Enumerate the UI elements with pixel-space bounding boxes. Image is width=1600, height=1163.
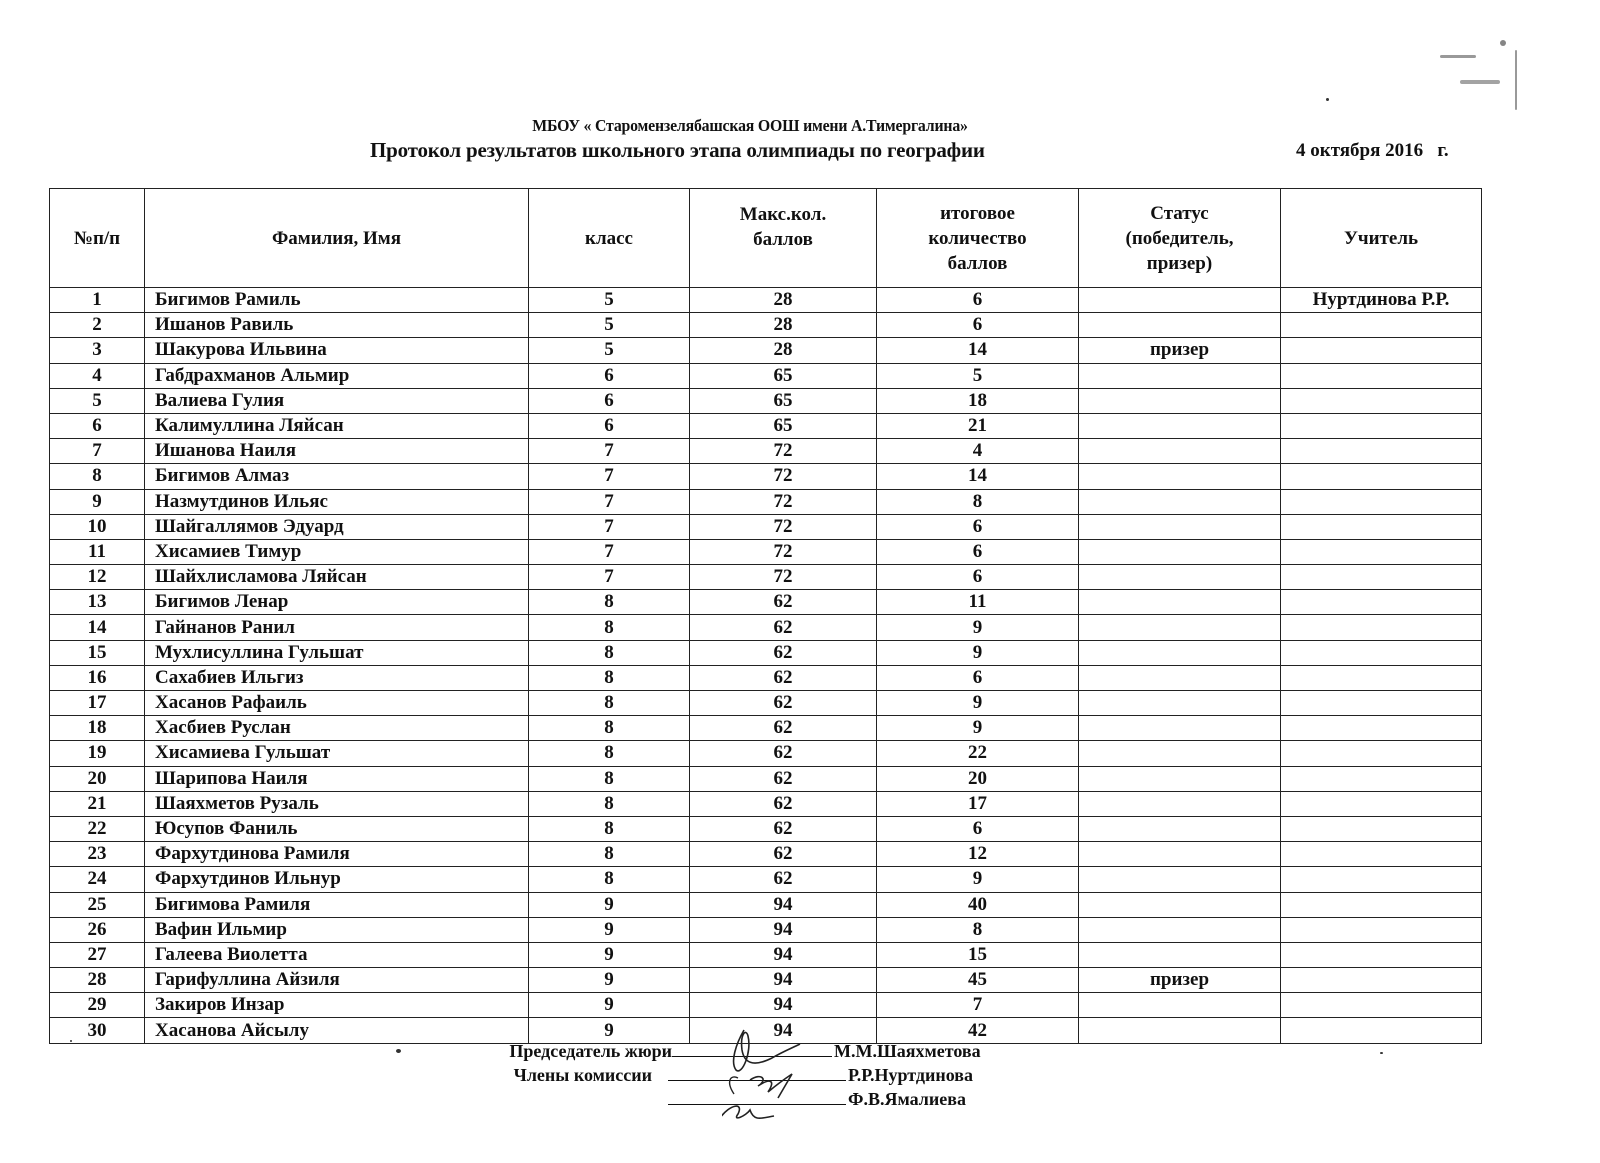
student-name-cell: Хасанова Айсылу	[145, 1018, 529, 1043]
row-number-cell: 28	[50, 968, 145, 993]
grade-cell: 5	[529, 313, 690, 338]
total-score-cell: 6	[877, 565, 1079, 590]
grade-cell: 6	[529, 413, 690, 438]
grade-cell: 5	[529, 288, 690, 313]
teacher-cell	[1281, 539, 1482, 564]
row-number-cell: 23	[50, 842, 145, 867]
total-score-cell: 4	[877, 439, 1079, 464]
status-cell	[1079, 892, 1281, 917]
table-row	[50, 993, 1482, 1018]
scan-artifact	[1515, 50, 1517, 110]
table-row	[50, 892, 1482, 917]
teacher-cell	[1281, 741, 1482, 766]
student-name-cell: Шайхлисламова Ляйсан	[145, 565, 529, 590]
student-name-cell: Хисамиева Гульшат	[145, 741, 529, 766]
grade-cell: 9	[529, 917, 690, 942]
row-number-cell: 14	[50, 615, 145, 640]
row-number-cell: 26	[50, 917, 145, 942]
table-row	[50, 716, 1482, 741]
max-score-cell: 28	[690, 338, 877, 363]
table-row	[50, 413, 1482, 438]
teacher-cell	[1281, 842, 1482, 867]
max-score-cell: 72	[690, 464, 877, 489]
max-score-cell: 62	[690, 665, 877, 690]
teacher-cell	[1281, 388, 1482, 413]
status-cell: призер	[1079, 968, 1281, 993]
teacher-cell	[1281, 716, 1482, 741]
grade-cell: 6	[529, 363, 690, 388]
status-cell	[1079, 1018, 1281, 1043]
total-score-cell: 12	[877, 842, 1079, 867]
max-score-cell: 72	[690, 565, 877, 590]
max-score-cell: 94	[690, 917, 877, 942]
grade-cell: 8	[529, 665, 690, 690]
row-number-cell: 1	[50, 288, 145, 313]
max-score-cell: 94	[690, 968, 877, 993]
max-score-cell: 94	[690, 942, 877, 967]
teacher-cell	[1281, 1018, 1482, 1043]
row-number-cell: 11	[50, 539, 145, 564]
teacher-cell	[1281, 791, 1482, 816]
status-cell	[1079, 565, 1281, 590]
max-score-cell: 65	[690, 363, 877, 388]
teacher-cell	[1281, 867, 1482, 892]
signature-row-chair	[476, 1040, 981, 1064]
student-name-cell: Шарипова Наиля	[145, 766, 529, 791]
student-name-cell: Закиров Инзар	[145, 993, 529, 1018]
row-number-cell: 21	[50, 791, 145, 816]
status-cell	[1079, 313, 1281, 338]
teacher-cell	[1281, 514, 1482, 539]
scan-artifact	[1326, 98, 1329, 101]
student-name-cell: Фархутдинова Рамиля	[145, 842, 529, 867]
signature-line	[668, 1088, 846, 1105]
student-name-cell: Шакурова Ильвина	[145, 338, 529, 363]
signature-row-member-1	[476, 1064, 981, 1088]
status-cell	[1079, 413, 1281, 438]
table-row	[50, 489, 1482, 514]
column-header-number: №п/п	[50, 189, 145, 288]
max-score-cell: 28	[690, 313, 877, 338]
student-name-cell: Хасанов Рафаиль	[145, 691, 529, 716]
total-score-cell: 9	[877, 615, 1079, 640]
max-score-cell: 62	[690, 640, 877, 665]
max-score-cell: 72	[690, 489, 877, 514]
grade-cell: 8	[529, 691, 690, 716]
signatory-name: М.М.Шаяхметова	[834, 1041, 981, 1061]
status-cell	[1079, 917, 1281, 942]
total-score-cell: 11	[877, 590, 1079, 615]
table-row	[50, 640, 1482, 665]
status-cell	[1079, 741, 1281, 766]
grade-cell: 8	[529, 842, 690, 867]
max-score-cell: 62	[690, 615, 877, 640]
table-row	[50, 590, 1482, 615]
total-score-cell: 21	[877, 413, 1079, 438]
row-number-cell: 20	[50, 766, 145, 791]
status-cell	[1079, 665, 1281, 690]
row-number-cell: 24	[50, 867, 145, 892]
max-score-cell: 72	[690, 439, 877, 464]
status-cell	[1079, 691, 1281, 716]
total-score-cell: 8	[877, 489, 1079, 514]
row-number-cell: 30	[50, 1018, 145, 1043]
status-cell: призер	[1079, 338, 1281, 363]
grade-cell: 7	[529, 464, 690, 489]
status-cell	[1079, 716, 1281, 741]
row-number-cell: 10	[50, 514, 145, 539]
total-score-cell: 8	[877, 917, 1079, 942]
total-score-cell: 6	[877, 816, 1079, 841]
signature-line	[672, 1040, 832, 1057]
grade-cell: 9	[529, 993, 690, 1018]
table-row	[50, 691, 1482, 716]
status-cell	[1079, 464, 1281, 489]
row-number-cell: 7	[50, 439, 145, 464]
grade-cell: 8	[529, 590, 690, 615]
max-score-cell: 62	[690, 816, 877, 841]
student-name-cell: Валиева Гулия	[145, 388, 529, 413]
student-name-cell: Ишанова Наиля	[145, 439, 529, 464]
status-cell	[1079, 867, 1281, 892]
signature-line	[668, 1064, 846, 1081]
teacher-cell	[1281, 816, 1482, 841]
grade-cell: 9	[529, 968, 690, 993]
organization-name: МБОУ « Старомензелябашская ООШ имени А.Тимергалина»	[532, 116, 968, 135]
teacher-cell	[1281, 968, 1482, 993]
teacher-cell	[1281, 565, 1482, 590]
table-row	[50, 514, 1482, 539]
student-name-cell: Хисамиев Тимур	[145, 539, 529, 564]
total-score-cell: 18	[877, 388, 1079, 413]
total-score-cell: 14	[877, 464, 1079, 489]
status-cell	[1079, 816, 1281, 841]
status-cell	[1079, 640, 1281, 665]
student-name-cell: Галеева Виолетта	[145, 942, 529, 967]
max-score-cell: 62	[690, 842, 877, 867]
total-score-cell: 20	[877, 766, 1079, 791]
total-score-cell: 45	[877, 968, 1079, 993]
student-name-cell: Ишанов Равиль	[145, 313, 529, 338]
table-row	[50, 917, 1482, 942]
scan-artifact	[1380, 1052, 1383, 1054]
total-score-cell: 42	[877, 1018, 1079, 1043]
total-score-cell: 6	[877, 514, 1079, 539]
teacher-cell	[1281, 464, 1482, 489]
teacher-cell	[1281, 917, 1482, 942]
row-number-cell: 19	[50, 741, 145, 766]
teacher-cell	[1281, 413, 1482, 438]
table-row	[50, 791, 1482, 816]
table-row	[50, 665, 1482, 690]
scan-artifact	[1500, 40, 1506, 46]
table-row	[50, 565, 1482, 590]
signatory-name: Ф.В.Ямалиева	[848, 1089, 966, 1109]
max-score-cell: 62	[690, 716, 877, 741]
max-score-cell: 72	[690, 514, 877, 539]
student-name-cell: Габдрахманов Альмир	[145, 363, 529, 388]
teacher-cell	[1281, 338, 1482, 363]
total-score-cell: 6	[877, 313, 1079, 338]
status-cell	[1079, 514, 1281, 539]
teacher-cell	[1281, 640, 1482, 665]
document-date: 4 октября 2016 г.	[1296, 140, 1449, 161]
status-cell	[1079, 766, 1281, 791]
max-score-cell: 28	[690, 288, 877, 313]
row-number-cell: 27	[50, 942, 145, 967]
table-row	[50, 388, 1482, 413]
table-row	[50, 968, 1482, 993]
column-header-teacher: Учитель	[1281, 189, 1482, 288]
row-number-cell: 9	[50, 489, 145, 514]
status-cell	[1079, 388, 1281, 413]
row-number-cell: 6	[50, 413, 145, 438]
row-number-cell: 13	[50, 590, 145, 615]
status-cell	[1079, 539, 1281, 564]
total-score-cell: 9	[877, 640, 1079, 665]
total-score-cell: 7	[877, 993, 1079, 1018]
student-name-cell: Сахабиев Ильгиз	[145, 665, 529, 690]
table-row	[50, 942, 1482, 967]
student-name-cell: Юсупов Фаниль	[145, 816, 529, 841]
table-row	[50, 338, 1482, 363]
row-number-cell: 16	[50, 665, 145, 690]
scan-artifact	[1460, 80, 1500, 84]
row-number-cell: 29	[50, 993, 145, 1018]
total-score-cell: 6	[877, 539, 1079, 564]
total-score-cell: 17	[877, 791, 1079, 816]
row-number-cell: 18	[50, 716, 145, 741]
row-number-cell: 22	[50, 816, 145, 841]
grade-cell: 8	[529, 766, 690, 791]
table-row	[50, 363, 1482, 388]
grade-cell: 8	[529, 640, 690, 665]
teacher-cell	[1281, 892, 1482, 917]
student-name-cell: Бигимова Рамиля	[145, 892, 529, 917]
signatory-name: Р.Р.Нуртдинова	[848, 1065, 973, 1085]
teacher-cell	[1281, 993, 1482, 1018]
scan-artifact	[70, 1040, 72, 1042]
student-name-cell: Фархутдинов Ильнур	[145, 867, 529, 892]
grade-cell: 8	[529, 791, 690, 816]
student-name-cell: Гайнанов Ранил	[145, 615, 529, 640]
total-score-cell: 40	[877, 892, 1079, 917]
max-score-cell: 65	[690, 388, 877, 413]
status-cell	[1079, 791, 1281, 816]
grade-cell: 5	[529, 338, 690, 363]
table-row	[50, 741, 1482, 766]
table-row	[50, 288, 1482, 313]
table-row	[50, 867, 1482, 892]
max-score-cell: 94	[690, 993, 877, 1018]
student-name-cell: Бигимов Ленар	[145, 590, 529, 615]
table-row	[50, 539, 1482, 564]
status-cell	[1079, 489, 1281, 514]
grade-cell: 8	[529, 615, 690, 640]
table-row	[50, 615, 1482, 640]
table-header-row	[50, 189, 1482, 288]
student-name-cell: Вафин Ильмир	[145, 917, 529, 942]
signature-label: Члены комиссии	[513, 1065, 652, 1085]
signature-label: Председатель жюри	[509, 1041, 672, 1061]
signature-row-member-2	[476, 1088, 981, 1112]
table-row	[50, 766, 1482, 791]
max-score-cell: 62	[690, 741, 877, 766]
grade-cell: 9	[529, 942, 690, 967]
student-name-cell: Хасбиев Руслан	[145, 716, 529, 741]
column-header-name: Фамилия, Имя	[145, 189, 529, 288]
teacher-cell	[1281, 363, 1482, 388]
max-score-cell: 62	[690, 590, 877, 615]
row-number-cell: 2	[50, 313, 145, 338]
table-row	[50, 313, 1482, 338]
grade-cell: 8	[529, 867, 690, 892]
teacher-cell	[1281, 439, 1482, 464]
teacher-cell	[1281, 766, 1482, 791]
column-header-grade: класс	[529, 189, 690, 288]
row-number-cell: 8	[50, 464, 145, 489]
teacher-cell	[1281, 590, 1482, 615]
total-score-cell: 6	[877, 288, 1079, 313]
total-score-cell: 6	[877, 665, 1079, 690]
teacher-cell	[1281, 942, 1482, 967]
scan-artifact	[396, 1049, 401, 1053]
grade-cell: 9	[529, 892, 690, 917]
total-score-cell: 9	[877, 716, 1079, 741]
grade-cell: 7	[529, 565, 690, 590]
student-name-cell: Бигимов Алмаз	[145, 464, 529, 489]
row-number-cell: 25	[50, 892, 145, 917]
table-row	[50, 842, 1482, 867]
table-row	[50, 816, 1482, 841]
teacher-cell	[1281, 615, 1482, 640]
student-name-cell: Шаяхметов Рузаль	[145, 791, 529, 816]
max-score-cell: 72	[690, 539, 877, 564]
student-name-cell: Мухлисуллина Гульшат	[145, 640, 529, 665]
student-name-cell: Гарифуллина Айзиля	[145, 968, 529, 993]
table-row	[50, 439, 1482, 464]
grade-cell: 8	[529, 716, 690, 741]
document-title: Протокол результатов школьного этапа олимпиады по географии	[370, 138, 985, 162]
row-number-cell: 4	[50, 363, 145, 388]
status-cell	[1079, 842, 1281, 867]
teacher-cell	[1281, 313, 1482, 338]
column-header-total-score: итоговое количество баллов	[877, 189, 1079, 288]
status-cell	[1079, 288, 1281, 313]
max-score-cell: 62	[690, 867, 877, 892]
row-number-cell: 17	[50, 691, 145, 716]
status-cell	[1079, 615, 1281, 640]
status-cell	[1079, 439, 1281, 464]
row-number-cell: 12	[50, 565, 145, 590]
grade-cell: 8	[529, 816, 690, 841]
signature-block	[476, 1040, 981, 1112]
total-score-cell: 9	[877, 867, 1079, 892]
max-score-cell: 62	[690, 691, 877, 716]
status-cell	[1079, 363, 1281, 388]
scan-artifact	[1440, 55, 1476, 58]
student-name-cell: Бигимов Рамиль	[145, 288, 529, 313]
status-cell	[1079, 590, 1281, 615]
grade-cell: 7	[529, 439, 690, 464]
student-name-cell: Шайгаллямов Эдуард	[145, 514, 529, 539]
max-score-cell: 94	[690, 892, 877, 917]
student-name-cell: Назмутдинов Ильяс	[145, 489, 529, 514]
max-score-cell: 62	[690, 766, 877, 791]
status-cell	[1079, 993, 1281, 1018]
status-cell	[1079, 942, 1281, 967]
teacher-cell	[1281, 489, 1482, 514]
grade-cell: 7	[529, 489, 690, 514]
max-score-cell: 94	[690, 1018, 877, 1043]
teacher-cell: Нуртдинова Р.Р.	[1281, 288, 1482, 313]
grade-cell: 6	[529, 388, 690, 413]
row-number-cell: 5	[50, 388, 145, 413]
results-table	[49, 188, 1482, 1044]
row-number-cell: 3	[50, 338, 145, 363]
total-score-cell: 14	[877, 338, 1079, 363]
column-header-max-score: Макс.кол. баллов	[690, 189, 877, 288]
teacher-cell	[1281, 691, 1482, 716]
teacher-cell	[1281, 665, 1482, 690]
table-row	[50, 464, 1482, 489]
column-header-status: Статус (победитель, призер)	[1079, 189, 1281, 288]
grade-cell: 9	[529, 1018, 690, 1043]
max-score-cell: 62	[690, 791, 877, 816]
student-name-cell: Калимуллина Ляйсан	[145, 413, 529, 438]
grade-cell: 7	[529, 539, 690, 564]
grade-cell: 8	[529, 741, 690, 766]
grade-cell: 7	[529, 514, 690, 539]
total-score-cell: 22	[877, 741, 1079, 766]
total-score-cell: 5	[877, 363, 1079, 388]
row-number-cell: 15	[50, 640, 145, 665]
max-score-cell: 65	[690, 413, 877, 438]
total-score-cell: 15	[877, 942, 1079, 967]
total-score-cell: 9	[877, 691, 1079, 716]
